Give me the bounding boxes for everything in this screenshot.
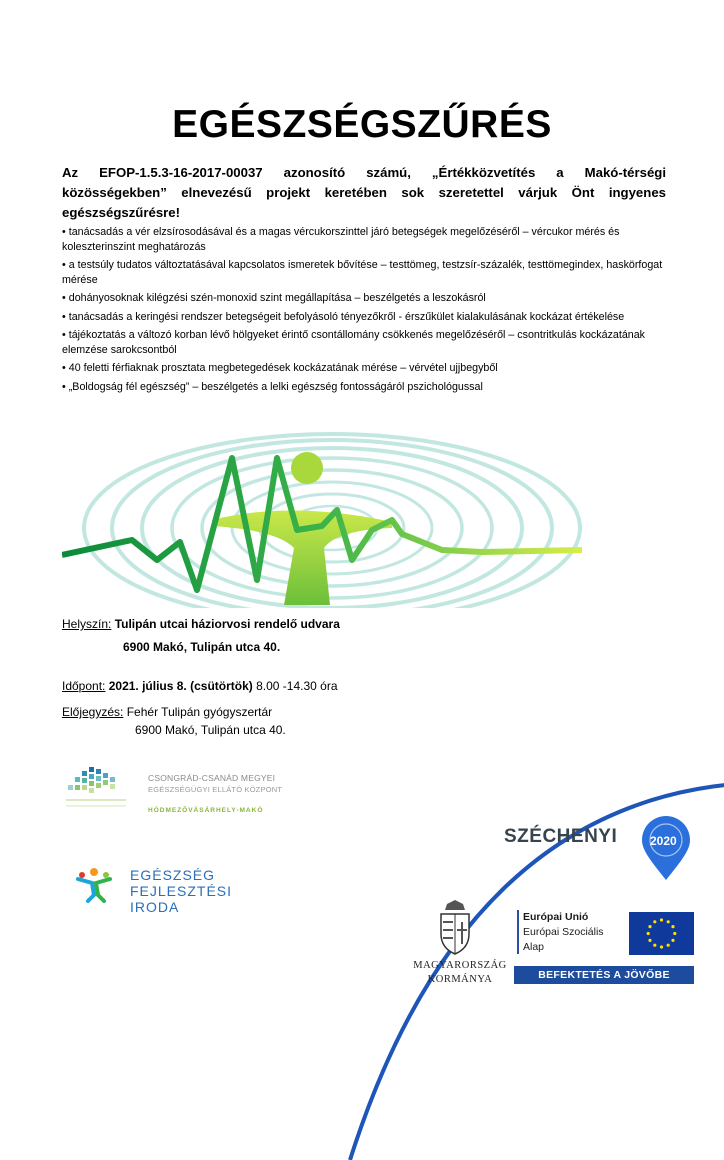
eu-line1: Európai Unió: [523, 911, 589, 923]
booking-name: Fehér Tulipán gyógyszertár: [126, 705, 273, 719]
hungarian-coat-of-arms-icon: [433, 900, 477, 956]
eu-text: [523, 910, 604, 955]
people-star-icon: [74, 865, 114, 903]
csongrad-line3: HÓDMEZŐVÁSÁRHELY-MAKÓ: [148, 807, 264, 814]
list-item: • dohányosoknak kilégzési szén-monoxid szint megállapítása – beszélgetés a leszokásról: [62, 292, 486, 304]
time-label: Időpont:: [62, 679, 106, 693]
page-title: EGÉSZSÉGSZŰRÉS: [172, 103, 552, 146]
location-line: [62, 617, 340, 631]
time-hours: 8.00 -14.30 óra: [256, 679, 338, 693]
list-item: • tájékoztatás a változó korban lévő hölgyeket érintő csontállomány csökkenés megelőzéséről – csontritkulás kockázatának elemzése sarokcsontból: [62, 329, 645, 356]
csongrad-logo: [66, 763, 306, 823]
list-item: • tanácsadás a vér elzsírosodásával és a magas vércukorszinttel járó betegségek megelőzéséről – vércukor mérés és koleszterinszint meghatározás: [62, 226, 620, 253]
szechenyi-year: 2020: [650, 834, 677, 848]
list-item: • „Boldogság fél egészség” – beszélgetés a lelki egészség fontosságáról pszichológussal: [62, 380, 483, 393]
heartbeat-figure-illustration: [62, 430, 586, 608]
list-item: • a testsúly tudatos változtatásával kapcsolatos ismeretek bővítése – testtömeg, testzsír-százalék, testtömegindex, haskörfogat mérése: [62, 259, 663, 286]
csongrad-line2: EGÉSZSÉGÜGYI ELLÁTÓ KÖZPONT: [148, 785, 283, 794]
efi-logo: [74, 865, 233, 925]
eu-line3: Alap: [523, 941, 545, 953]
list-item: • tanácsadás a keringési rendszer betegségeit befolyásoló tényezőkről - érszűkület kialakulásának kockázat értékelése: [62, 310, 625, 323]
csongrad-line1: CSONGRÁD-CSANÁD MEGYEI: [148, 773, 276, 783]
szechenyi-pin-icon: [640, 816, 692, 882]
befektetes-banner: BEFEKTETÉS A JÖVŐBE: [514, 966, 694, 984]
location-label: Helyszín:: [62, 617, 112, 631]
booking-label: Előjegyzés:: [62, 705, 124, 719]
booking-line: [62, 705, 272, 719]
gov-line1: MAGYARORSZÁG: [413, 960, 507, 971]
intro-paragraph: Az EFOP-1.5.3-16-2017-00037 azonosító számú, „Értékközvetítés a Makó-térségi közösségekben” elnevezésű projekt keretében sok szeretettel várjuk Önt ingyenes egészségszűrésre!: [62, 165, 666, 220]
efi-line1: EGÉSZSÉG: [130, 867, 216, 883]
efi-line2: FEJLESZTÉSI: [130, 883, 233, 899]
time-line: [62, 679, 338, 693]
list-item: • 40 feletti férfiaknak prosztata megbetegedések kockázatának mérése – vérvétel ujjbegyből: [62, 362, 498, 374]
eu-divider: [517, 910, 519, 954]
figure-head: [291, 452, 323, 484]
szechenyi-label: SZÉCHENYI: [504, 826, 618, 847]
location-address: 6900 Makó, Tulipán utca 40.: [123, 640, 281, 654]
location-name: Tulipán utcai háziorvosi rendelő udvara: [114, 617, 340, 631]
building-bars-icon: [66, 763, 136, 813]
booking-address: 6900 Makó, Tulipán utca 40.: [135, 723, 286, 737]
gov-line2: KORMÁNYA: [427, 974, 493, 985]
screening-list: [62, 225, 666, 398]
eu-line2: Európai Szociális: [523, 926, 604, 938]
time-date: 2021. július 8. (csütörtök): [108, 679, 253, 693]
efi-line3: IRODA: [130, 899, 180, 915]
eu-flag-icon: [629, 912, 694, 955]
